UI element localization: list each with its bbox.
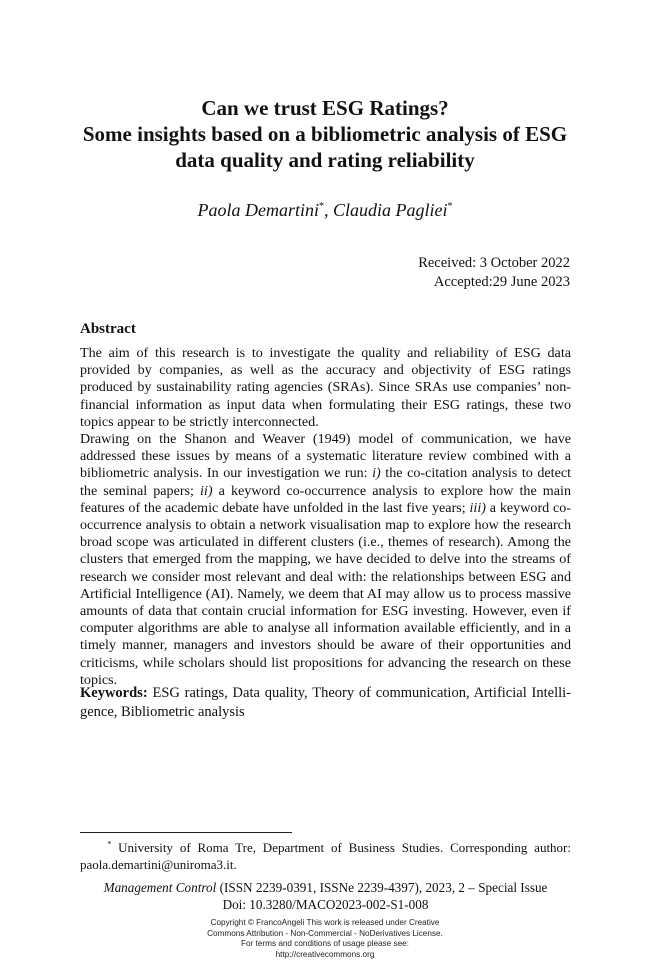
title-line-2: Some insights based on a bibliometric analysis of ESG	[82, 122, 568, 146]
list-marker: i)	[372, 465, 381, 482]
keywords-label: Keywords:	[80, 685, 148, 701]
author-name: Paola Demartini	[197, 200, 319, 220]
keywords-list: ESG ratings, Data quality, Theory of communication, Artificial Intelligence, Bibliometric analysis	[80, 685, 571, 720]
abstract-paragraph: Drawing on the Shanon and Weaver (1949) model of communication, we have addressed these issues by means of a systematic literature review combined with a bibliometric analysis. In our investigation we run: i) the co-citation analysis to detect the seminal papers; ii) a keyword co-occurrence analysis to explore how the main features of the academic debate have unfolded in the last five years; iii) a keyword co-occurrence analysis to obtain a network visualisation map to explore how the research broad scope was articulated in different clusters (i.e., themes of research). Among the clusters that emerged from the mapping, we have decided to delve into the streams of research we consider most relevant and deal with: the relationships between ESG and Artificial Intelligence (AI). Namely, we deem that AI may allow us to process massive amounts of data that contain crucial information for ESG investing. However, even if computer algorithms are able to analyse all information available efficiently, and in a timely manner, managers and investors should be aware of their opportunities and criticisms, while scholars should list propositions for advancing the research on these topics.	[80, 431, 572, 688]
list-marker: ii)	[200, 482, 213, 499]
abstract-body	[80, 345, 571, 689]
license-line: Commons Attribution - Non-Commercial - NoDerivatives License.	[207, 928, 443, 938]
footnote-divider	[80, 832, 292, 833]
journal-details: (ISSN 2239-0391, ISSNe 2239-4397), 2023, 2 – Special Issue	[216, 880, 548, 895]
paper-title	[0, 95, 650, 173]
footnote	[80, 839, 571, 873]
author-list: Paola Demartini*, Claudia Pagliei*	[197, 200, 453, 220]
footnote-text: University of Roma Tre, Department of Business Studies. Corresponding author: paola.demartini@uniroma3.it.	[80, 840, 571, 872]
license-line: Copyright © FrancoAngeli This work is released under Creative	[210, 918, 440, 927]
author-footnote-mark: *	[319, 201, 324, 212]
author-name: Claudia Pagliei	[333, 200, 448, 220]
title-line-3: data quality and rating reliability	[175, 148, 475, 172]
abstract-heading: Abstract	[80, 321, 136, 337]
journal-name: Management Control	[103, 880, 217, 895]
footnote-mark: *	[107, 839, 112, 849]
author-footnote-mark: *	[447, 201, 453, 212]
keywords	[80, 684, 571, 721]
license-link: http://creativecommons.org	[275, 949, 375, 959]
license-notice	[0, 918, 650, 960]
accepted-date: Accepted:29 June 2023	[433, 274, 570, 290]
title-line-1: Can we trust ESG Ratings?	[201, 96, 449, 120]
doi: Doi: 10.3280/MACO2023-002-S1-008	[222, 897, 429, 912]
license-line: For terms and conditions of usage please see:	[241, 939, 409, 949]
abstract-paragraph: The aim of this research is to investigate the quality and reliability of ESG data provided by companies, as well as the accuracy and objectivity of ESG ratings produced by sustainability rating agencies (SRAs). Since SRAs use companies’ non-financial information as input data when formulating their ESG ratings, these two topics appear to be strictly interconnected.	[80, 345, 571, 430]
submission-dates	[418, 254, 570, 292]
journal-info	[80, 879, 571, 913]
journal-citation	[80, 879, 571, 896]
list-marker: iii)	[469, 499, 486, 516]
received-date: Received: 3 October 2022	[418, 255, 570, 271]
